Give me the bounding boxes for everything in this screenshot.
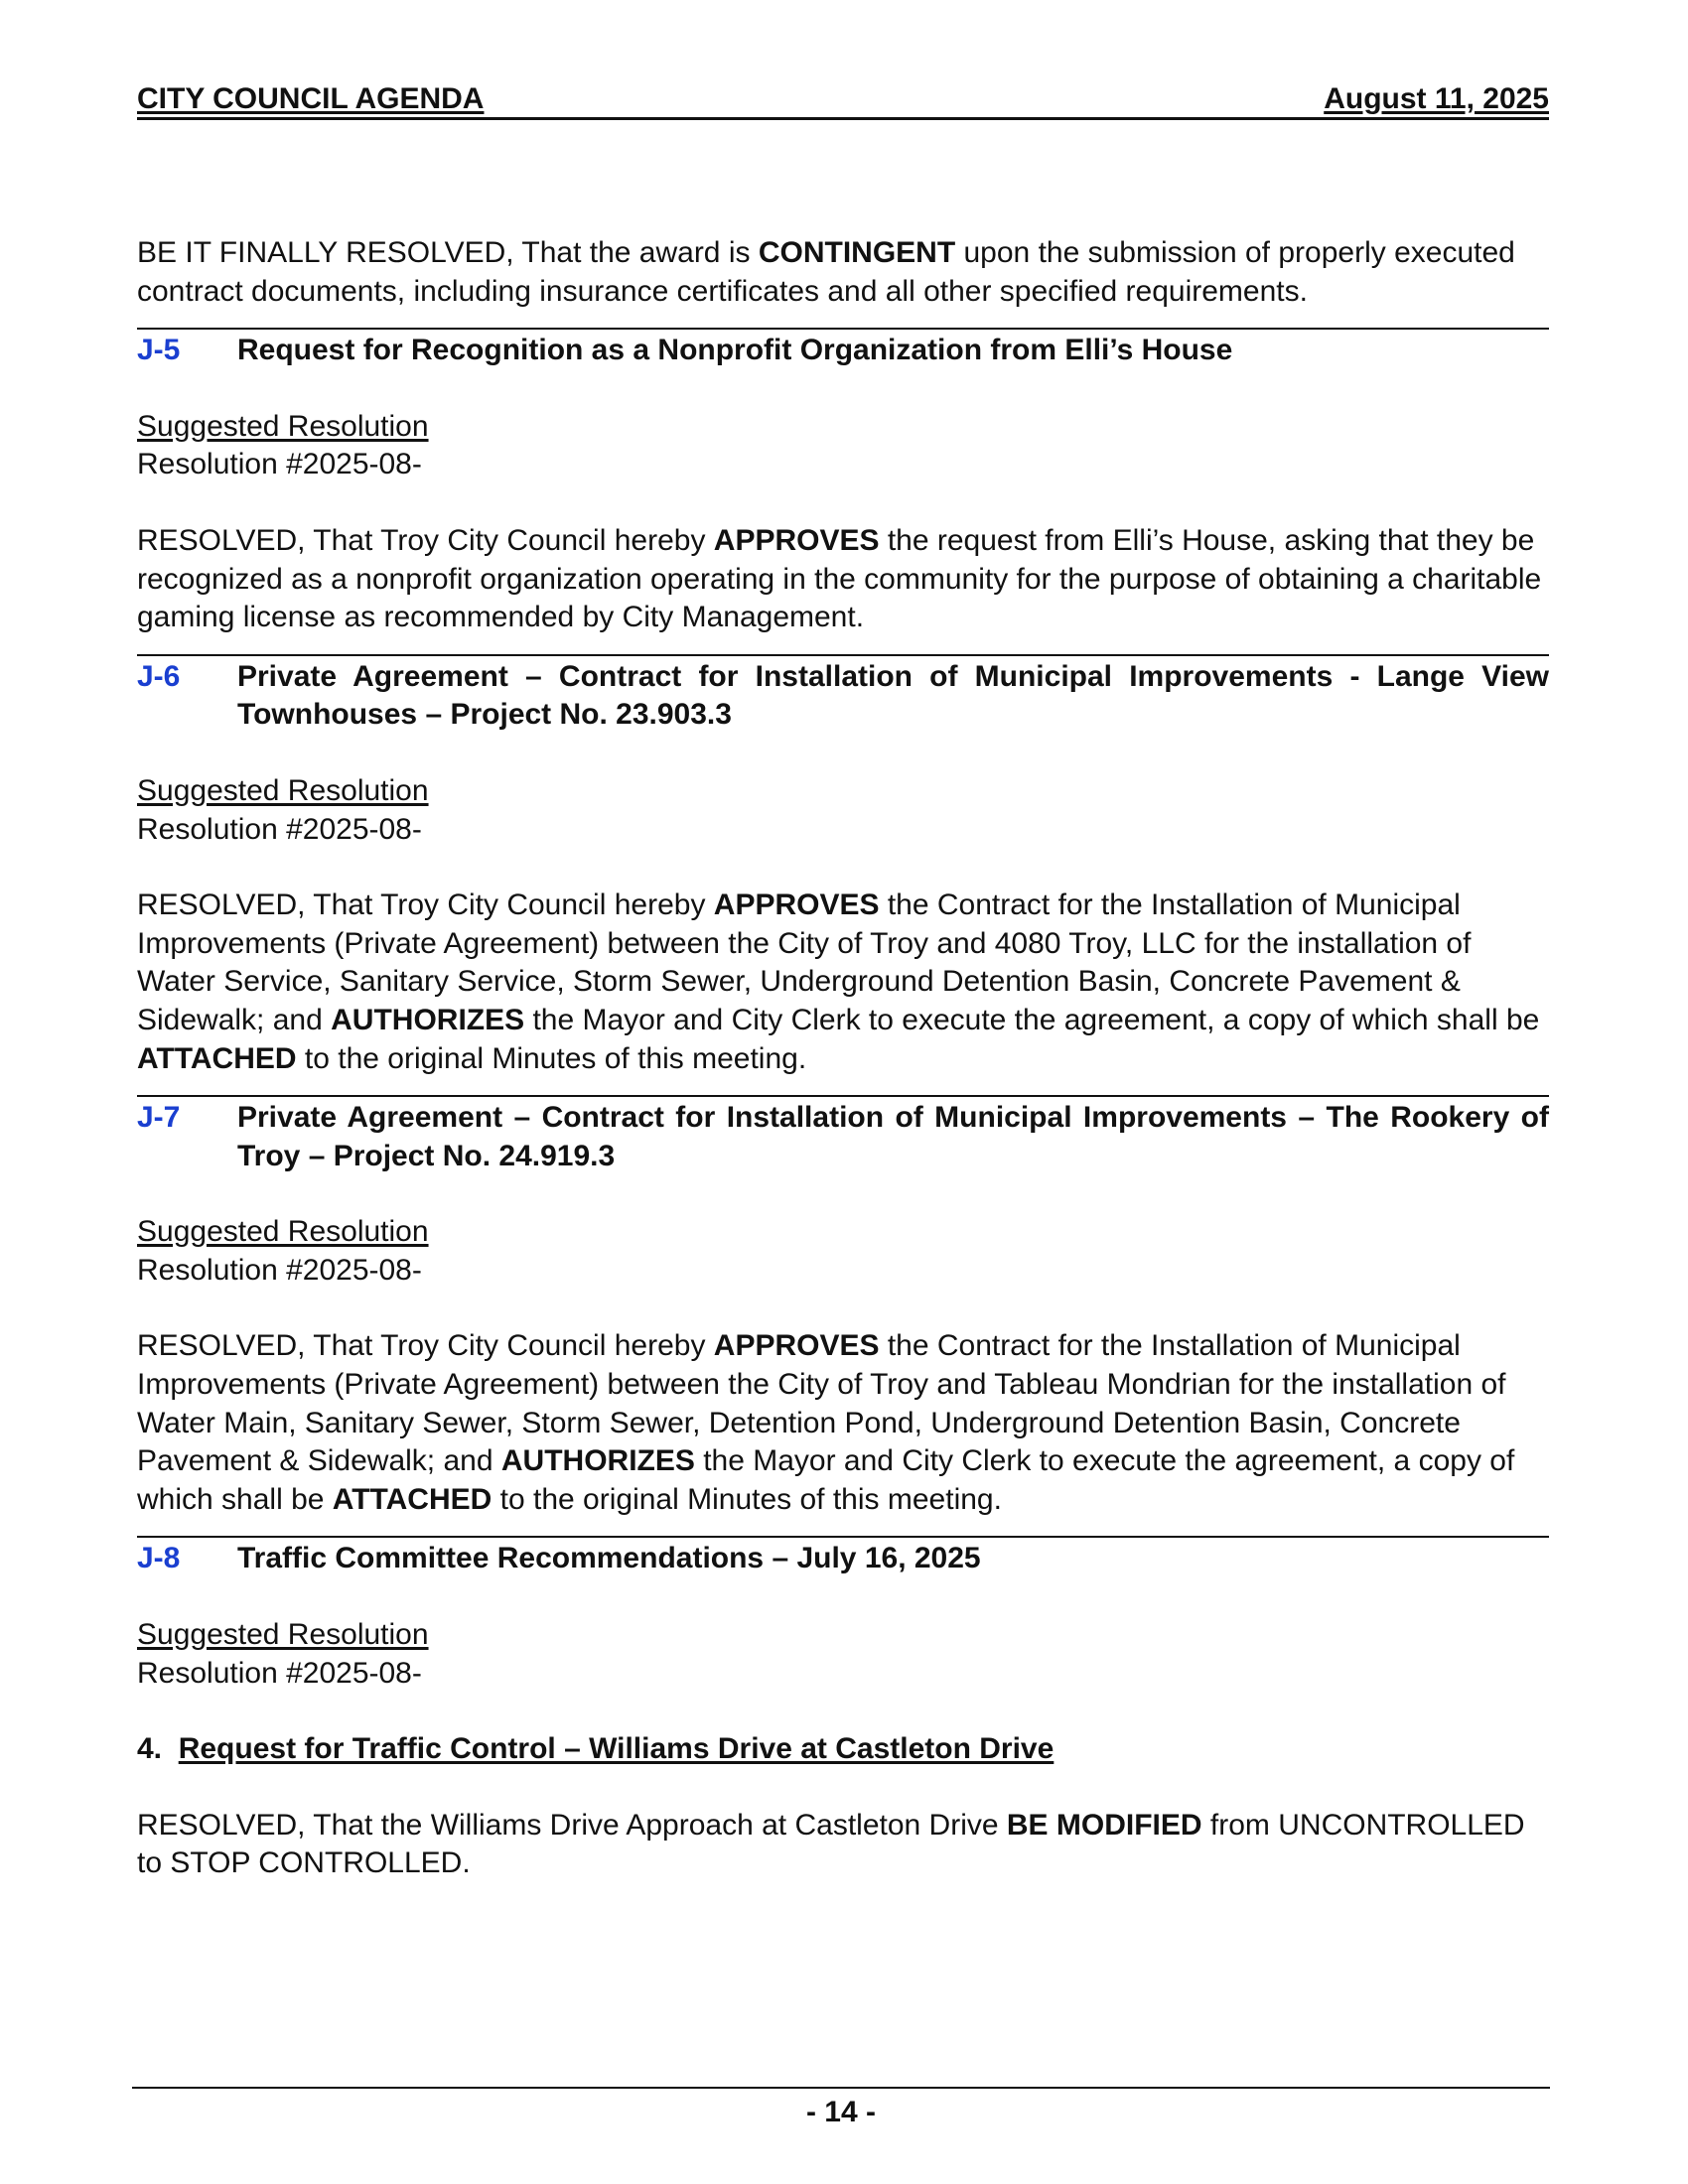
suggested-resolution-heading: Suggested Resolution	[137, 409, 429, 443]
resolution-number: Resolution #2025-08-	[137, 448, 422, 481]
item-title: Request for Recognition as a Nonprofit Organization from Elli’s House	[237, 334, 1233, 367]
header-title: CITY COUNCIL AGENDA	[137, 82, 485, 115]
item-number: J-7	[137, 1101, 181, 1135]
item-number: J-6	[137, 659, 181, 693]
page-footer	[132, 2087, 1550, 2130]
resolution-body: RESOLVED, That Troy City Council hereby APPROVES the Contract for the Installation of Municipal Improvements (Private Agreement) between the City of Troy and 4080 Troy, LLC for the installation of Water Service, Sanitary Service, Storm Sewer, Underground Detention Basin, Concrete Pavement & Sidewalk; and AUTHORIZES the Mayor and City Clerk to execute the agreement, a copy of which shall be ATTACHED to the original Minutes of this meeting.	[137, 888, 1540, 1075]
page-header	[137, 79, 1549, 120]
item-title: Traffic Committee Recommendations – July 16, 2025	[237, 1542, 981, 1575]
resolution-body: RESOLVED, That Troy City Council hereby APPROVES the Contract for the Installation of Municipal Improvements (Private Agreement) between the City of Troy and Tableau Mondrian for the installation of Water Main, Sanitary Sewer, Storm Sewer, Detention Pond, Underground Detention Basin, Concrete Pavement & Sidewalk; and AUTHORIZES the Mayor and City Clerk to execute the agreement, a copy of which shall be ATTACHED to the original Minutes of this meeting.	[137, 1329, 1515, 1516]
agenda-page	[137, 79, 1549, 1883]
item-number: J-5	[137, 334, 181, 367]
agenda-item-j6	[137, 654, 1549, 735]
agenda-item-j7	[137, 1095, 1549, 1175]
item-number: J-8	[137, 1542, 181, 1575]
sub-item-heading: 4. Request for Traffic Control – Williams Drive at Castleton Drive	[137, 1732, 1055, 1766]
agenda-item-j5	[137, 328, 1549, 370]
resolution-body: RESOLVED, That Troy City Council hereby APPROVES the request from Elli’s House, asking that they be recognized as a nonprofit organization operating in the community for the purpose of obtaining a charitable gaming license as recommended by City Management.	[137, 523, 1542, 634]
suggested-resolution-heading: Suggested Resolution	[137, 773, 429, 807]
resolution-number: Resolution #2025-08-	[137, 812, 422, 846]
item-title: Private Agreement – Contract for Installation of Municipal Improvements – The Rookery of Troy – Project No. 24.919.3	[237, 1101, 1549, 1172]
resolution-number: Resolution #2025-08-	[137, 1656, 422, 1690]
agenda-item-j8	[137, 1536, 1549, 1578]
suggested-resolution-heading: Suggested Resolution	[137, 1215, 429, 1249]
header-date: August 11, 2025	[1324, 82, 1549, 115]
resolution-number: Resolution #2025-08-	[137, 1253, 422, 1287]
page-number: - 14 -	[805, 2096, 877, 2128]
resolution-body: RESOLVED, That the Williams Drive Approach at Castleton Drive BE MODIFIED from UNCONTROLLED to STOP CONTROLLED.	[137, 1808, 1525, 1880]
intro-paragraph: BE IT FINALLY RESOLVED, That the award is CONTINGENT upon the submission of properly executed contract documents, including insurance certificates and all other specified requirements.	[137, 236, 1515, 308]
suggested-resolution-heading: Suggested Resolution	[137, 1618, 429, 1652]
item-title: Private Agreement – Contract for Installation of Municipal Improvements - Lange View Townhouses – Project No. 23.903.3	[237, 659, 1549, 732]
